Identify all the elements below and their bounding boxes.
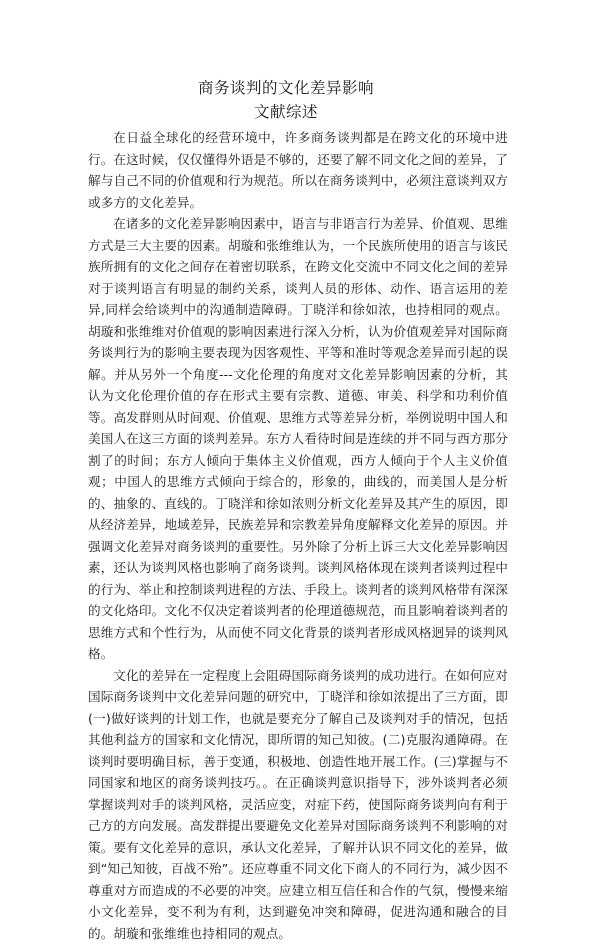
document-subtitle: 文献综述 (0, 102, 600, 122)
document-body (88, 127, 508, 944)
paragraph-2: 在诸多的文化差异影响因素中，语言与非语言行为差异、价值观、思维方式是三大主要的因素。胡璇和张维维认为，一个民族所使用的语言与该民族所拥有的文化之间存在着密切联系，在跨文化交流中不同文化之间的差异对于谈判语言有明显的制约关系，谈判人员的形体、动作、语言运用的差异,同样会给谈判中的沟通制造障碍。丁晓洋和徐如浓，也持相同的观点。胡璇和张维维对价值观的影响因素进行深入分析，认为价值观差异对国际商务谈判行为的影响主要表现为因客观性、平等和准时等观念差异而引起的误解。并从另外一个角度---文化伦理的角度对文化差异影响因素的分析，其认为文化伦理价值的存在形式主要有宗教、道德、审美、科学和功利价值等。高发群则从时间观、价值观、思维方式等差异分析，举例说明中国人和美国人在这三方面的谈判差异。东方人看待时间是连续的并不同与西方那分割了的时间；东方人倾向于集体主义价值观，西方人倾向于个人主义价值观；中国人的思维方式倾向于综合的，形象的，曲线的，而美国人是分析的、抽象的、直线的。丁晓洋和徐如浓则分析文化差异及其产生的原因，即从经济差异，地域差异，民族差异和宗教差异角度解释文化差异的原因。并强调文化差异对商务谈判的重要性。另外除了分析上诉三大文化差异影响因素，还认为谈判风格也影响了商务谈判。谈判风格体现在谈判者谈判过程中的行为、举止和控制谈判进程的方法、手段上。谈判者的谈判风格带有深深的文化烙印。文化不仅决定着谈判者的伦理道德规范，而且影响着谈判者的思维方式和个性行为，从而使不同文化背景的谈判者形成风格迥异的谈判风格。 (88, 213, 508, 665)
paragraph-1: 在日益全球化的经营环境中，许多商务谈判都是在跨文化的环境中进行。在这时候，仅仅懂得外语是不够的，还要了解不同文化之间的差异，了解与自己不同的价值观和行为规范。所以在商务谈判中，必须注意谈判双方或多方的文化差异。 (88, 127, 508, 213)
paragraph-3: 文化的差异在一定程度上会阻碍国际商务谈判的成功进行。在如何应对国际商务谈判中文化差异问题的研究中，丁晓洋和徐如浓提出了三方面，即(一)做好谈判的计划工作，也就是要充分了解自己及谈判对手的情况，包括其他利益方的国家和文化情况，即所谓的知己知彼。(二)克服沟通障碍。在谈判时要明确目标，善于变通，积极地、创造性地开展工作。(三)掌握与不同国家和地区的商务谈判技巧。。在正确谈判意识指导下，涉外谈判者必须掌握谈判对手的谈判风格，灵活应变，对症下药，使国际商务谈判向有利于己方的方向发展。高发群提出要避免文化差异对国际商务谈判不利影响的对策。要有文化差异的意识，承认文化差异，了解并认识不同文化的差异，做到“知己知彼，百战不殆”。还应尊重不同文化下商人的不同行为，减少因不尊重对方而造成的不必要的冲突。应建立相互信任和合作的气氛，慢慢来缩小文化差异，变不利为有利，达到避免冲突和障碍，促进沟通和融合的目的。胡璇和张维维也持相同的观点。 (88, 665, 508, 944)
document-title: 商务谈判的文化差异影响 (0, 78, 600, 98)
